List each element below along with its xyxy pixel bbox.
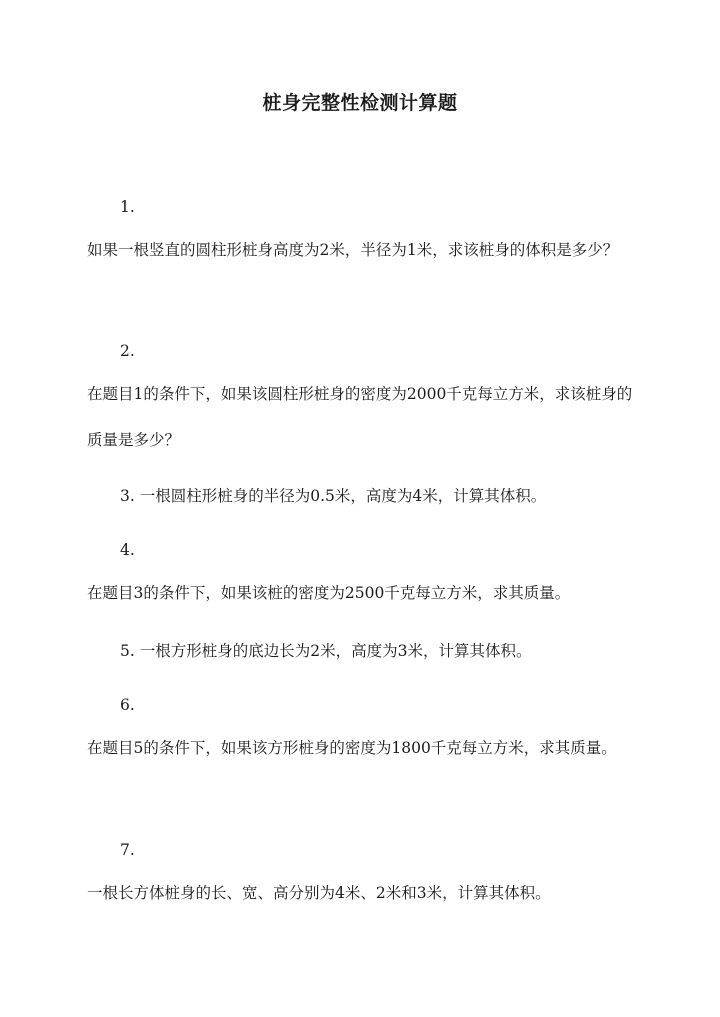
question-6-number: 6. [120,696,135,714]
question-2-number: 2. [120,342,135,360]
question-1-number: 1. [120,198,135,216]
question-5-number: 5. [120,642,135,660]
document-title: 桩身完整性检测计算题 [262,92,458,114]
question-5 [120,639,531,661]
question-7-text: 一根长方体桩身的长、宽、高分别为4米、2米和3米，计算其体积。 [87,884,551,902]
question-4-number: 4. [120,541,135,559]
question-3-number: 3. [120,487,135,505]
question-4-text: 在题目3的条件下，如果该桩的密度为2500千克每立方米，求其质量。 [87,584,571,602]
question-6-text: 在题目5的条件下，如果该方形桩身的密度为1800千克每立方米，求其质量。 [87,739,617,757]
question-5-text: 一根方形桩身的底边长为2米，高度为3米，计算其体积。 [139,642,532,660]
question-2-text: 在题目1的条件下，如果该圆柱形桩身的密度为2000千克每立方米，求该桩身的质量是多少？ [87,385,633,449]
question-3-text: 一根圆柱形桩身的半径为0.5米，高度为4米，计算其体积。 [139,487,547,505]
question-7-number: 7. [120,841,135,859]
question-3 [120,484,546,506]
question-1-text: 如果一根竖直的圆柱形桩身高度为2米，半径为1米，求该桩身的体积是多少？ [87,241,619,259]
